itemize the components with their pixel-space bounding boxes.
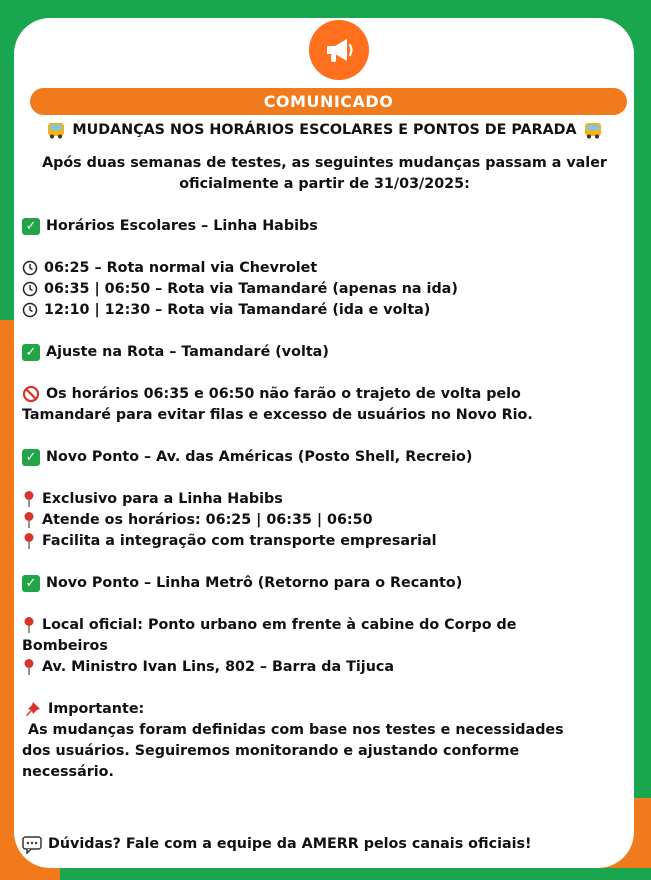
important-line-3: necessário. xyxy=(22,764,114,780)
stop-item-text: Atende os horários: 06:25 | 06:35 | 06:50 xyxy=(42,512,373,528)
bus-icon xyxy=(46,122,66,139)
pin-icon xyxy=(22,511,36,529)
schedule-item-1 xyxy=(22,258,627,279)
check-icon: ✓ xyxy=(22,218,40,235)
route-adjust-line-2: Tamandaré para evitar filas e excesso de usuários no Novo Rio. xyxy=(22,407,533,423)
prohibited-icon xyxy=(22,385,40,403)
pin-icon xyxy=(22,490,36,508)
schedule-item-text: 12:10 | 12:30 – Rota via Tamandaré (ida e volta) xyxy=(44,302,431,318)
important-line-2: dos usuários. Seguiremos monitorando e ajustando conforme xyxy=(22,743,520,759)
speech-bubble-icon xyxy=(22,836,42,854)
schedule-item-2 xyxy=(22,279,627,300)
metro-stop-line-1: Local oficial: Ponto urbano em frente à cabine do Corpo de xyxy=(42,617,517,633)
clock-icon xyxy=(22,302,38,318)
metro-stop-address-text: Av. Ministro Ivan Lins, 802 – Barra da Tijuca xyxy=(42,659,394,675)
metro-stop-address xyxy=(22,657,627,678)
intro-line-2: oficialmente a partir de 31/03/2025: xyxy=(179,176,470,192)
important-heading xyxy=(22,699,627,720)
pin-icon xyxy=(22,616,36,634)
schedule-item-text: 06:25 – Rota normal via Chevrolet xyxy=(44,260,318,276)
megaphone-icon xyxy=(309,20,369,80)
section-heading-text: Horários Escolares – Linha Habibs xyxy=(46,218,318,234)
section-heading-2 xyxy=(22,342,627,363)
metro-stop-location xyxy=(22,615,627,657)
banner: COMUNICADO xyxy=(30,88,627,115)
pin-icon xyxy=(22,658,36,676)
intro-line-1: Após duas semanas de testes, as seguintes mudanças passam a valer xyxy=(42,155,607,171)
pin-icon xyxy=(22,532,36,550)
stop-item-2 xyxy=(22,510,627,531)
clock-icon xyxy=(22,281,38,297)
important-heading-text: Importante: xyxy=(48,701,145,717)
important-line-1: As mudanças foram definidas com base nos testes e necessidades xyxy=(28,722,564,738)
metro-stop-line-2: Bombeiros xyxy=(22,638,108,654)
section-heading-4 xyxy=(22,573,627,594)
stop-item-1 xyxy=(22,489,627,510)
stop-item-3 xyxy=(22,531,627,552)
notice-content xyxy=(22,120,627,783)
section-heading-3 xyxy=(22,447,627,468)
route-adjust-line-1: Os horários 06:35 e 06:50 não farão o trajeto de volta pelo xyxy=(46,386,521,402)
check-icon: ✓ xyxy=(22,344,40,361)
intro-text xyxy=(22,153,627,195)
section-heading-text: Novo Ponto – Linha Metrô (Retorno para o Recanto) xyxy=(46,575,463,591)
section-heading-text: Novo Ponto – Av. das Américas (Posto Shell, Recreio) xyxy=(46,449,473,465)
important-body xyxy=(22,720,627,741)
check-icon: ✓ xyxy=(22,449,40,466)
schedule-item-3 xyxy=(22,300,627,321)
footer-text: Dúvidas? Fale com a equipe da AMERR pelos canais oficiais! xyxy=(48,836,532,852)
check-icon: ✓ xyxy=(22,575,40,592)
section-heading-1 xyxy=(22,216,627,237)
stop-item-text: Exclusivo para a Linha Habibs xyxy=(42,491,283,507)
notice-title-row xyxy=(22,120,627,141)
stop-item-text: Facilita a integração com transporte empresarial xyxy=(42,533,437,549)
route-adjust-note xyxy=(22,384,627,426)
section-heading-text: Ajuste na Rota – Tamandaré (volta) xyxy=(46,344,329,360)
schedule-item-text: 06:35 | 06:50 – Rota via Tamandaré (apenas na ida) xyxy=(44,281,458,297)
pushpin-icon xyxy=(22,701,42,719)
clock-icon xyxy=(22,260,38,276)
bus-icon xyxy=(583,122,603,139)
footer xyxy=(22,834,627,855)
notice-title: MUDANÇAS NOS HORÁRIOS ESCOLARES E PONTOS DE PARADA xyxy=(72,122,577,138)
